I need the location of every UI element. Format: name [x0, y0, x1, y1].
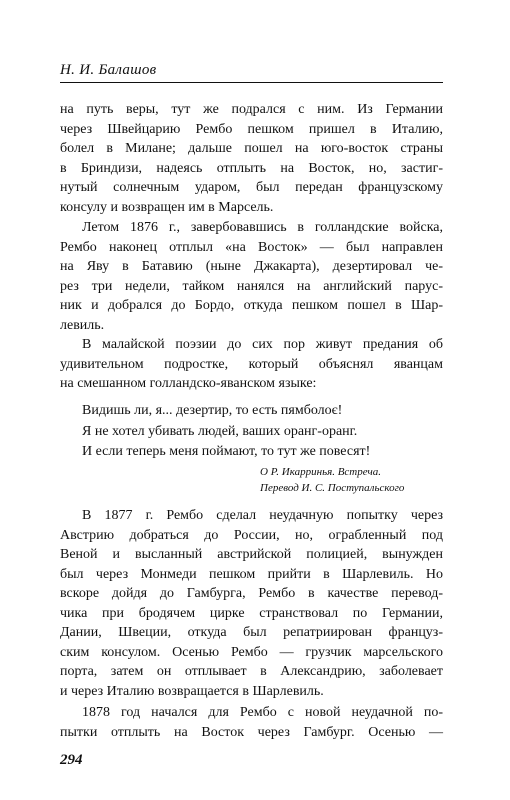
text-line: ник и добрался до Бордо, откуда пешком пошел в Шар-: [60, 298, 443, 313]
header-rule: [60, 82, 443, 83]
text-line: левиль.: [60, 317, 105, 333]
verse-line: Я не хотел убивать людей, ваших оранг-оранг.: [82, 423, 358, 439]
text-line: на путь веры, тут же подрался с ним. Из Германии: [60, 102, 443, 117]
text-line: рез три недели, тайком нанялся на английский парус-: [60, 278, 443, 294]
text-line: Веной и высланный австрийской полицией, вынужден: [60, 547, 443, 562]
text-line: порта, затем он отплывает в Александрию, заболевает: [60, 664, 443, 679]
text-line: пытки отплыть на Восток через Гамбург. Осенью —: [60, 724, 443, 740]
text-line: ским консулом. Осенью Рембо — грузчик марсельского: [60, 644, 443, 660]
text-line: вскоре дойдя до Гамбурга, Рембо в качестве перевод-: [60, 586, 443, 601]
verse-line: И если теперь меня поймают, то тут же повесят!: [82, 444, 371, 459]
text-line: консулу и возвращен им в Марсель.: [60, 199, 274, 215]
text-line: на Яву в Батавию (ныне Джакарта), дезертировал че-: [60, 259, 443, 274]
text-line: и через Италию возвращается в Шарлевиль.: [60, 683, 324, 699]
page-number: 294: [60, 752, 83, 768]
text-line: был через Монмеди пешком прийти в Шарлевиль. Но: [60, 566, 443, 582]
paragraph-2: [60, 218, 443, 335]
paragraph-1: [60, 100, 443, 217]
verse-block: [82, 401, 443, 463]
paragraph-4: [60, 506, 443, 701]
paragraph-5: [60, 703, 443, 742]
text-line: нутый солнечным ударом, был передан французскому: [60, 180, 443, 195]
running-head-author: Н. И. Балашов: [60, 62, 157, 78]
text-line: 1878 год начался для Рембо с новой неудачной по-: [82, 705, 443, 720]
paragraph-3: [60, 335, 443, 394]
text-line: Австрию добраться до России, но, ограбленный под: [60, 527, 443, 543]
page-header: [60, 60, 443, 84]
attribution-translator: Перевод И. С. Поступальского: [260, 482, 405, 494]
text-line: чика при бродячем цирке странствовал по Германии,: [60, 605, 443, 621]
text-line: болел в Милане; дальше пошел на юго-восток страны: [60, 141, 443, 156]
text-line: В малайской поэзии до сих пор живут предания об: [82, 337, 443, 352]
attribution-source: О Р. Икарринья. Встреча.: [260, 466, 381, 478]
text-line: на смешанном голландско-яванском языке:: [60, 376, 317, 391]
text-line: в Бриндизи, надеясь отплыть на Восток, но, застиг-: [60, 160, 443, 176]
text-line: Рембо наконец отплыл «на Восток» — был направлен: [60, 239, 443, 255]
verse-attribution: [260, 464, 443, 496]
text-line: Летом 1876 г., завербовавшись в голландские войска,: [82, 220, 443, 235]
text-line: удивительном подростке, который объяснял яванцам: [60, 356, 443, 372]
text-line: Дании, Швеции, откуда был репатриирован француз-: [60, 625, 443, 640]
text-line: через Швейцарию Рембо пешком пришел в Италию,: [60, 121, 443, 137]
verse-line: Видишь ли, я... дезертир, то есть пямболоє!: [82, 403, 343, 418]
text-line: В 1877 г. Рембо сделал неудачную попытку через: [82, 508, 443, 523]
